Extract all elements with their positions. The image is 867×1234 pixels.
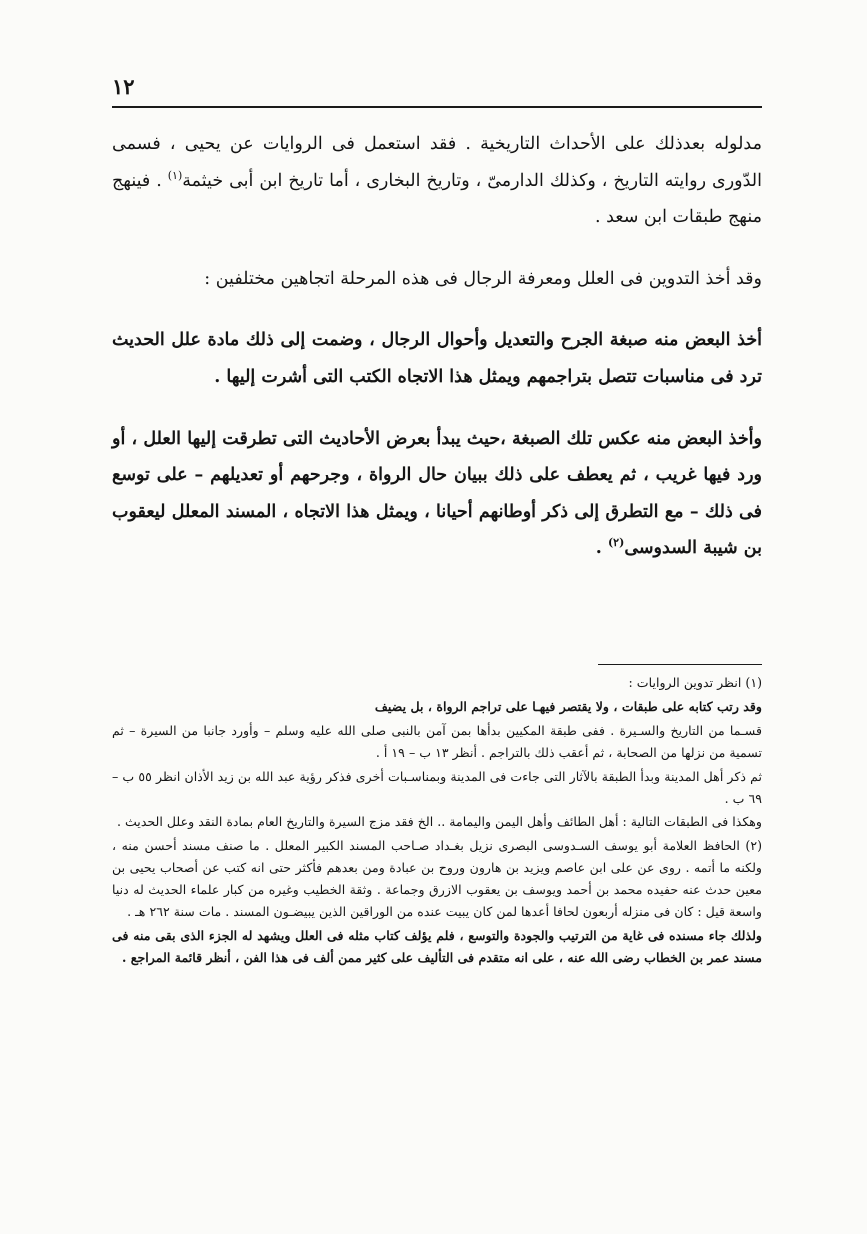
paragraph-3: أخذ البعض منه صبغة الجرح والتعديل وأحوال الرجال ، وضمت إلى ذلك مادة علل الحديث ترد فى مناسبات تتصل بتراجمهم ويمثل هذا الاتجاه الكتب التى أشرت إليها . [112, 330, 762, 387]
footnote-1-bold-line: وقد رتب كتابه على طبقات ، ولا يقتصر فيهـا على تراجم الرواة ، بل يضيف [374, 698, 762, 714]
paragraph-4-tail: . [595, 538, 602, 559]
footnote-1-paragraph-3: وهكذا فى الطبقات التالية : أهل الطائف وأهل اليمن واليمامة .. الخ فقد مزج السيرة والتاريخ العام بمادة النقد وعلل الحديث . [116, 814, 762, 830]
page-number: ١٢ [112, 74, 135, 99]
paragraph-4 [112, 421, 762, 567]
paragraph-1-text: مدلوله بعدذلك على الأحداث التاريخية . فقد استعمل فى الروايات عن يحيى ، فسمى الدّورى روايته التاريخ ، وكذلك الدارمىّ ، وتاريخ البخارى ، أما تاريخ ابن أبى خيثمة [112, 134, 762, 191]
footnote-ref-2: (٢) [607, 536, 625, 550]
header-rule [112, 106, 762, 108]
footnote-ref-1: (١) [167, 168, 183, 182]
footnote-1-paragraph-2: ثم ذكر أهل المدينة وبدأ الطبقة بالآثار التى جاءت فى المدينة وبمناسـبات أخرى فذكر رؤية عبد الله بن زيد الأذان انظر ٥٥ ب – ٦٩ ب . [112, 768, 762, 806]
paragraph-4-text: وأخذ البعض منه عكس تلك الصبغة ،حيث يبدأ بعرض الأحاديث التى تطرقت إليها العلل ، أو ورد فيها غريب ، ثم يعطف على ذلك ببيان حال الرواة ، وجرحهم أو تعديلهم – على توسع فى ذلك – مع التطرق إلى ذكر أوطانهم أحيانا ، ويمثل هذا الاتجاه ، المسند المعلل ليعقوب بن شيبة السدوسى [112, 428, 762, 559]
footnote-2-paragraph-2: ولذلك جاء مسنده فى غاية من الترتيب والجودة والتوسع ، فلم يؤلف كتاب مثله فى العلل ويشهد له الجزء الذى بقى منه فى مسند عمر بن الخطاب رضى الله عنه ، على انه متقدم فى التأليف على كثير ممن ألف فى هذا الفن ، أنظر قائمة المراجع . [112, 927, 762, 965]
main-text [112, 126, 762, 567]
paragraph-2: وقد أخذ التدوين فى العلل ومعرفة الرجال فى هذه المرحلة اتجاهين مختلفين : [204, 268, 762, 289]
footnote-2: (٢) الحافظ العلامة أبو يوسف السـدوسى البصرى نزيل بغـداد صـاحب المسند الكبير المعلل . ما صنف مسند أحسن منه ، ولكنه ما أتمه . روى عن على ابن عاصم ويزيد بن هارون وروح بن عبادة ومن بعدهم فأكثر حتى انه كتب عن أصحاب يحيى بن معين حدث عنه حفيده محمد بن أحمد ويوسف بن يعقوب الازرق وجماعة . وثقة الخطيب وغيره من كبار علماء الحديث له دنيا واسعة قيل : كان فى منزله أربعون لحافا أعدها لمن كان يبيت عنده من الوراقين الذين يبيضـون المسند . مات سنة ٢٦٢ هـ . [112, 838, 762, 920]
paragraph-1 [112, 126, 762, 236]
footnote-1-body: قسـما من التاريخ والسـيرة . ففى طبقة المكيين بدأها بمن آمن بالنبى صلى الله عليه وسلم – وأورد جانبا من السيرة – ثم تسمية من نزلها من الصحابة ، ثم أعقب ذلك بالتراجم . أنظر ١٣ ب – ١٩ أ . [112, 722, 762, 760]
paragraph-1-tail: . فينهج منهج طبقات ابن سعد . [112, 170, 762, 228]
footnotes [112, 672, 762, 971]
footnote-separator [598, 664, 762, 665]
footnote-1-heading: (١) انظر تدوين الروايات : [628, 675, 762, 690]
